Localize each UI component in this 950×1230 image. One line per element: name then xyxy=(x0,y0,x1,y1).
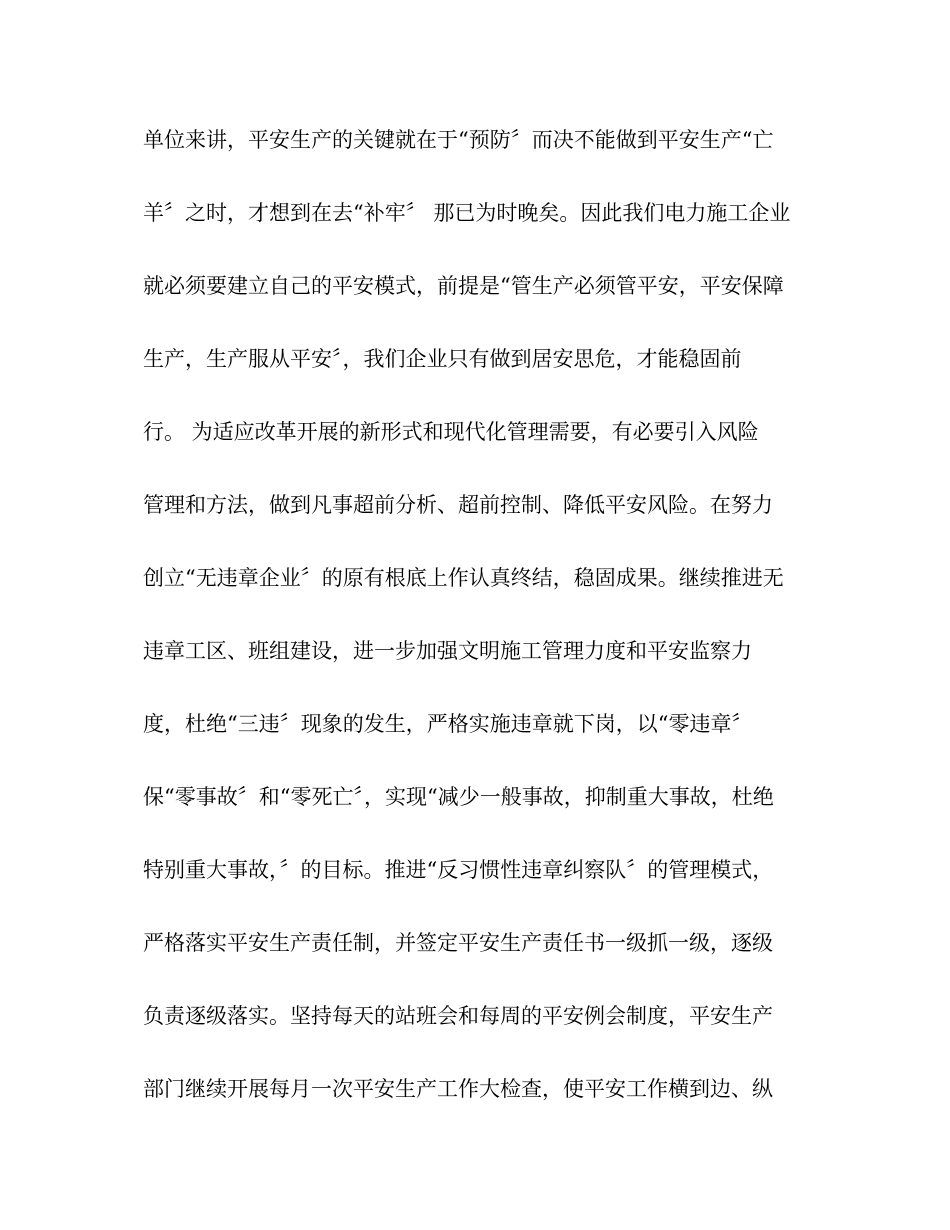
text-line: 管理和方法，做到凡事超前分析、超前控制、降低平安风险。在努力 xyxy=(143,493,773,517)
text-line: 行。 为适应改革开展的新形式和现代化管理需要，有必要引入风险 xyxy=(143,420,759,444)
text-line: 度，杜绝“三违〞现象的发生，严格实施违章就下岗，以“零违章〞 xyxy=(143,712,753,736)
text-line: 负责逐级落实。坚持每天的站班会和每周的平安例会制度，平安生产 xyxy=(143,1004,773,1028)
text-line: 严格落实平安生产责任制，并签定平安生产责任书一级抓一级，逐级 xyxy=(143,931,773,955)
body-text xyxy=(143,120,823,1142)
text-line: 部门继续开展每月一次平安生产工作大检查，使平安工作横到边、纵 xyxy=(143,1077,773,1101)
text-line: 单位来讲，平安生产的关键就在于“预防〞而决不能做到平安生产“亡 xyxy=(143,128,774,152)
text-line: 就必须要建立自己的平安模式，前提是“管生产必须管平安，平安保障 xyxy=(143,274,784,298)
text-line: 羊〞之时，才想到在去“补牢〞 那已为时晚矣。因此我们电力施工企业 xyxy=(143,201,791,225)
text-line: 生产，生产服从平安〞，我们企业只有做到居安思危，才能稳固前 xyxy=(143,347,742,371)
text-line: 违章工区、班组建设，进一步加强文明施工管理力度和平安监察力 xyxy=(143,639,752,663)
text-line: 保“零事故〞和“零死亡〞，实现“减少一般事故，抑制重大事故，杜绝 xyxy=(143,785,774,809)
text-line: 特别重大事故，〞的目标。推进“反习惯性违章纠察队〞的管理模式， xyxy=(143,858,774,882)
text-line: 创立“无违章企业〞的原有根底上作认真终结，稳固成果。继续推进无 xyxy=(143,566,784,590)
